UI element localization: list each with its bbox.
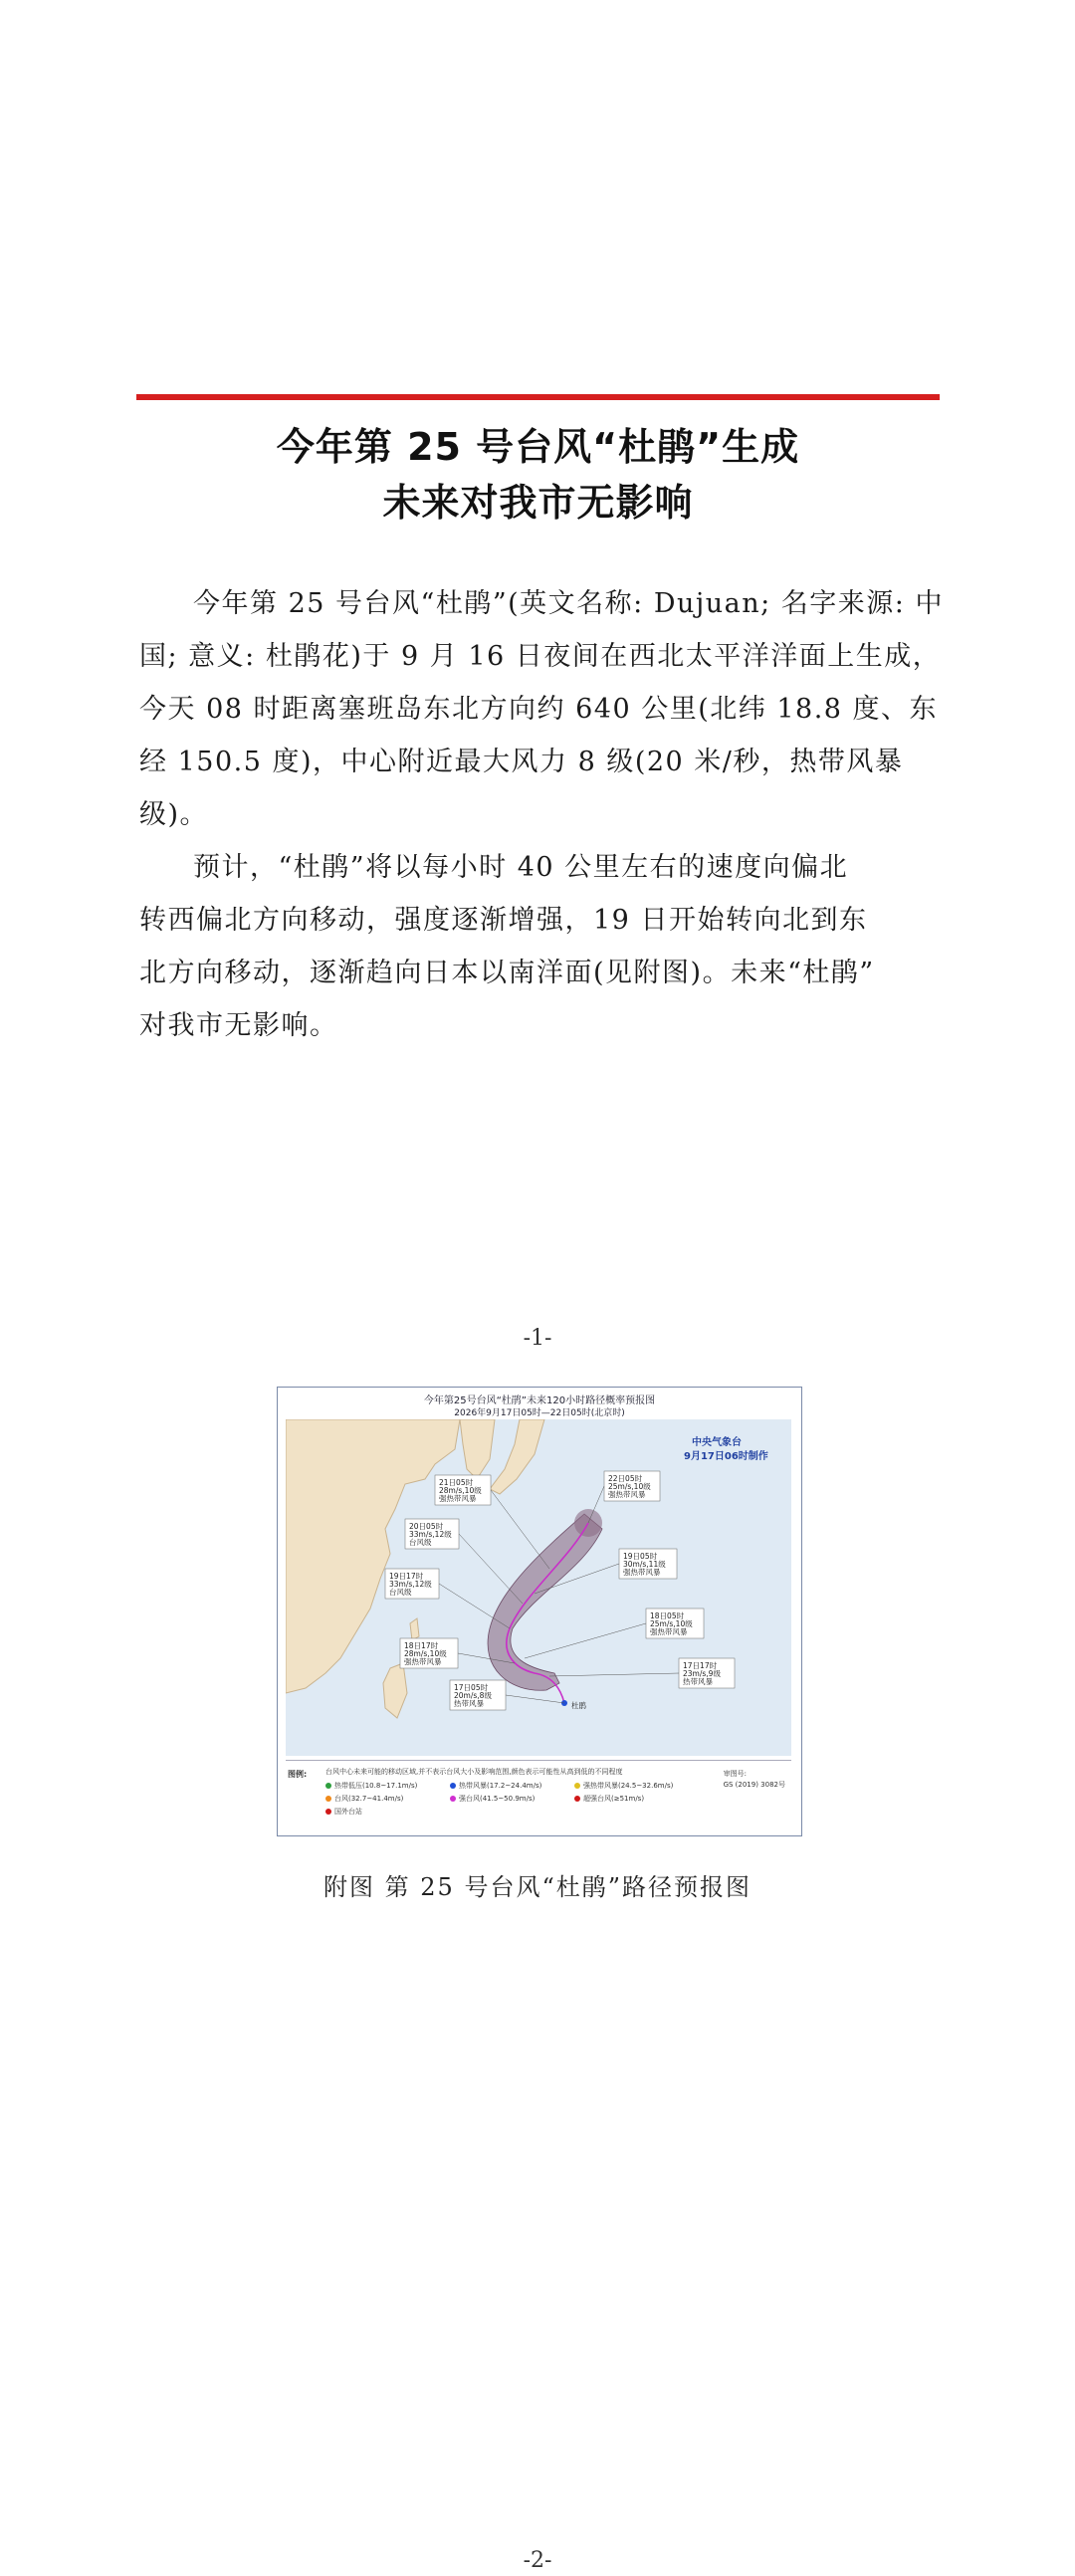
legend-label-2: 强热带风暴(24.5~32.6m/s) xyxy=(583,1782,674,1790)
page-number-1: -1- xyxy=(523,1326,552,1351)
legend-label-1: 热带风暴(17.2~24.4m/s) xyxy=(459,1782,542,1790)
paragraph-1: 今年第 25 号台风“杜鹃”(英文名称: Dujuan; 名字来源: 中国; 意义: 杜鹃花)于 9 月 16 日夜间在西北太平洋洋面上生成，今天 08 时距离塞班岛东北方向约 640 公里(北纬 18.8 度、东经 150.5 度)，中心附近最大风力 8 级(20 米/秒，热带风暴级)。 xyxy=(139,588,944,830)
fp2-wind: 33m/s,12级 xyxy=(409,1530,452,1539)
legend-label-0: 热带低压(10.8~17.1m/s) xyxy=(334,1782,418,1790)
fp7-time: 17日17时 xyxy=(683,1661,718,1670)
legend-item-6 xyxy=(325,1807,362,1817)
page-title-line2: 未来对我市无影响 xyxy=(382,481,694,525)
map-subtitle: 2026年9月17日05时—22日05时(北京时) xyxy=(454,1408,625,1418)
fp7-grade: 热带风暴 xyxy=(683,1677,713,1686)
fp3-grade: 台风级 xyxy=(389,1588,412,1597)
article-body xyxy=(139,577,956,1052)
fp2-grade: 台风级 xyxy=(409,1538,432,1547)
legend-item-3 xyxy=(325,1794,403,1804)
fp1-time: 21日05时 xyxy=(439,1478,474,1487)
map-review-number xyxy=(724,1769,785,1791)
legend-item-1 xyxy=(450,1781,541,1791)
legend-dot-4 xyxy=(450,1796,456,1802)
legend-dot-2 xyxy=(574,1783,580,1789)
page-title-line1: 今年第 25 号台风“杜鹃”生成 xyxy=(276,425,800,469)
fp1-grade: 强热带风暴 xyxy=(439,1494,477,1503)
fp4-grade: 强热带风暴 xyxy=(623,1568,661,1577)
fp6-wind: 28m/s,10级 xyxy=(404,1649,447,1658)
legend-dot-1 xyxy=(450,1783,456,1789)
storm-label: 杜鹃 xyxy=(571,1701,586,1710)
fp5-wind: 25m/s,10级 xyxy=(650,1619,693,1628)
page-number-2: -2- xyxy=(523,2548,552,2573)
legend-dot-5 xyxy=(574,1796,580,1802)
legend-item-4 xyxy=(450,1794,535,1804)
paragraph-2-line-3: 北方向移动，逐渐趋向日本以南洋面(见附图)。未来“杜鹃” xyxy=(139,958,875,988)
fp3-wind: 33m/s,12级 xyxy=(389,1580,432,1589)
legend-item-5 xyxy=(574,1794,644,1804)
fp0-wind: 25m/s,10级 xyxy=(608,1482,651,1491)
map-svg xyxy=(286,1419,791,1756)
fp4-wind: 30m/s,11级 xyxy=(623,1560,666,1569)
agency-label: 中央气象台 xyxy=(692,1437,742,1448)
fp8-time: 17日05时 xyxy=(454,1683,489,1692)
legend-title: 图例: xyxy=(288,1770,308,1779)
review-number: GS (2019) 3082号 xyxy=(723,1781,785,1789)
title-rule xyxy=(136,394,940,400)
paragraph-2-line-1: 预计，“杜鹃”将以每小时 40 公里左右的速度向偏北 xyxy=(193,852,849,883)
fp0-time: 22日05时 xyxy=(608,1474,643,1483)
legend-dot-3 xyxy=(325,1796,331,1802)
paragraph-2-line-2: 转西偏北方向移动，强度逐渐增强，19 日开始转向北到东 xyxy=(139,905,868,936)
fp2-time: 20日05时 xyxy=(409,1522,444,1531)
review-label: 审图号: xyxy=(723,1770,747,1778)
legend-label-3: 台风(32.7~41.4m/s) xyxy=(334,1795,404,1803)
fp0-grade: 强热带风暴 xyxy=(608,1490,646,1499)
fp1-wind: 28m/s,10级 xyxy=(439,1486,482,1495)
map-title: 今年第25号台风“杜鹃”未来120小时路径概率预报图 xyxy=(423,1395,656,1406)
fp8-grade: 热带风暴 xyxy=(454,1699,484,1708)
map-legend xyxy=(286,1760,791,1830)
figure-caption: 附图 第 25 号台风“杜鹃”路径预报图 xyxy=(323,1873,752,1901)
fp6-grade: 强热带风暴 xyxy=(404,1657,442,1666)
issue-time: 9月17日06时制作 xyxy=(684,1451,768,1462)
paragraph-2-line-4: 对我市无影响。 xyxy=(139,1010,338,1041)
legend-item-2 xyxy=(574,1781,673,1791)
legend-note: 台风中心未来可能的移动区域,并不表示台风大小及影响范围,颜色表示可能性从高到低的不同程度 xyxy=(325,1768,623,1776)
map-area xyxy=(286,1419,791,1756)
legend-item-0 xyxy=(325,1781,417,1791)
fp5-time: 18日05时 xyxy=(650,1611,685,1620)
legend-dot-6 xyxy=(325,1809,331,1815)
fp4-time: 19日05时 xyxy=(623,1552,658,1561)
legend-label-6: 国外台站 xyxy=(334,1808,362,1816)
fp8-wind: 20m/s,8级 xyxy=(454,1691,492,1700)
legend-label-5: 超强台风(≥51m/s) xyxy=(583,1795,645,1803)
fp6-time: 18日17时 xyxy=(404,1641,439,1650)
fp3-time: 19日17时 xyxy=(389,1572,424,1581)
legend-dot-0 xyxy=(325,1783,331,1789)
fp7-wind: 23m/s,9级 xyxy=(683,1669,721,1678)
fp5-grade: 强热带风暴 xyxy=(650,1627,688,1636)
typhoon-track-map xyxy=(277,1387,802,1836)
legend-label-4: 强台风(41.5~50.9m/s) xyxy=(459,1795,536,1803)
